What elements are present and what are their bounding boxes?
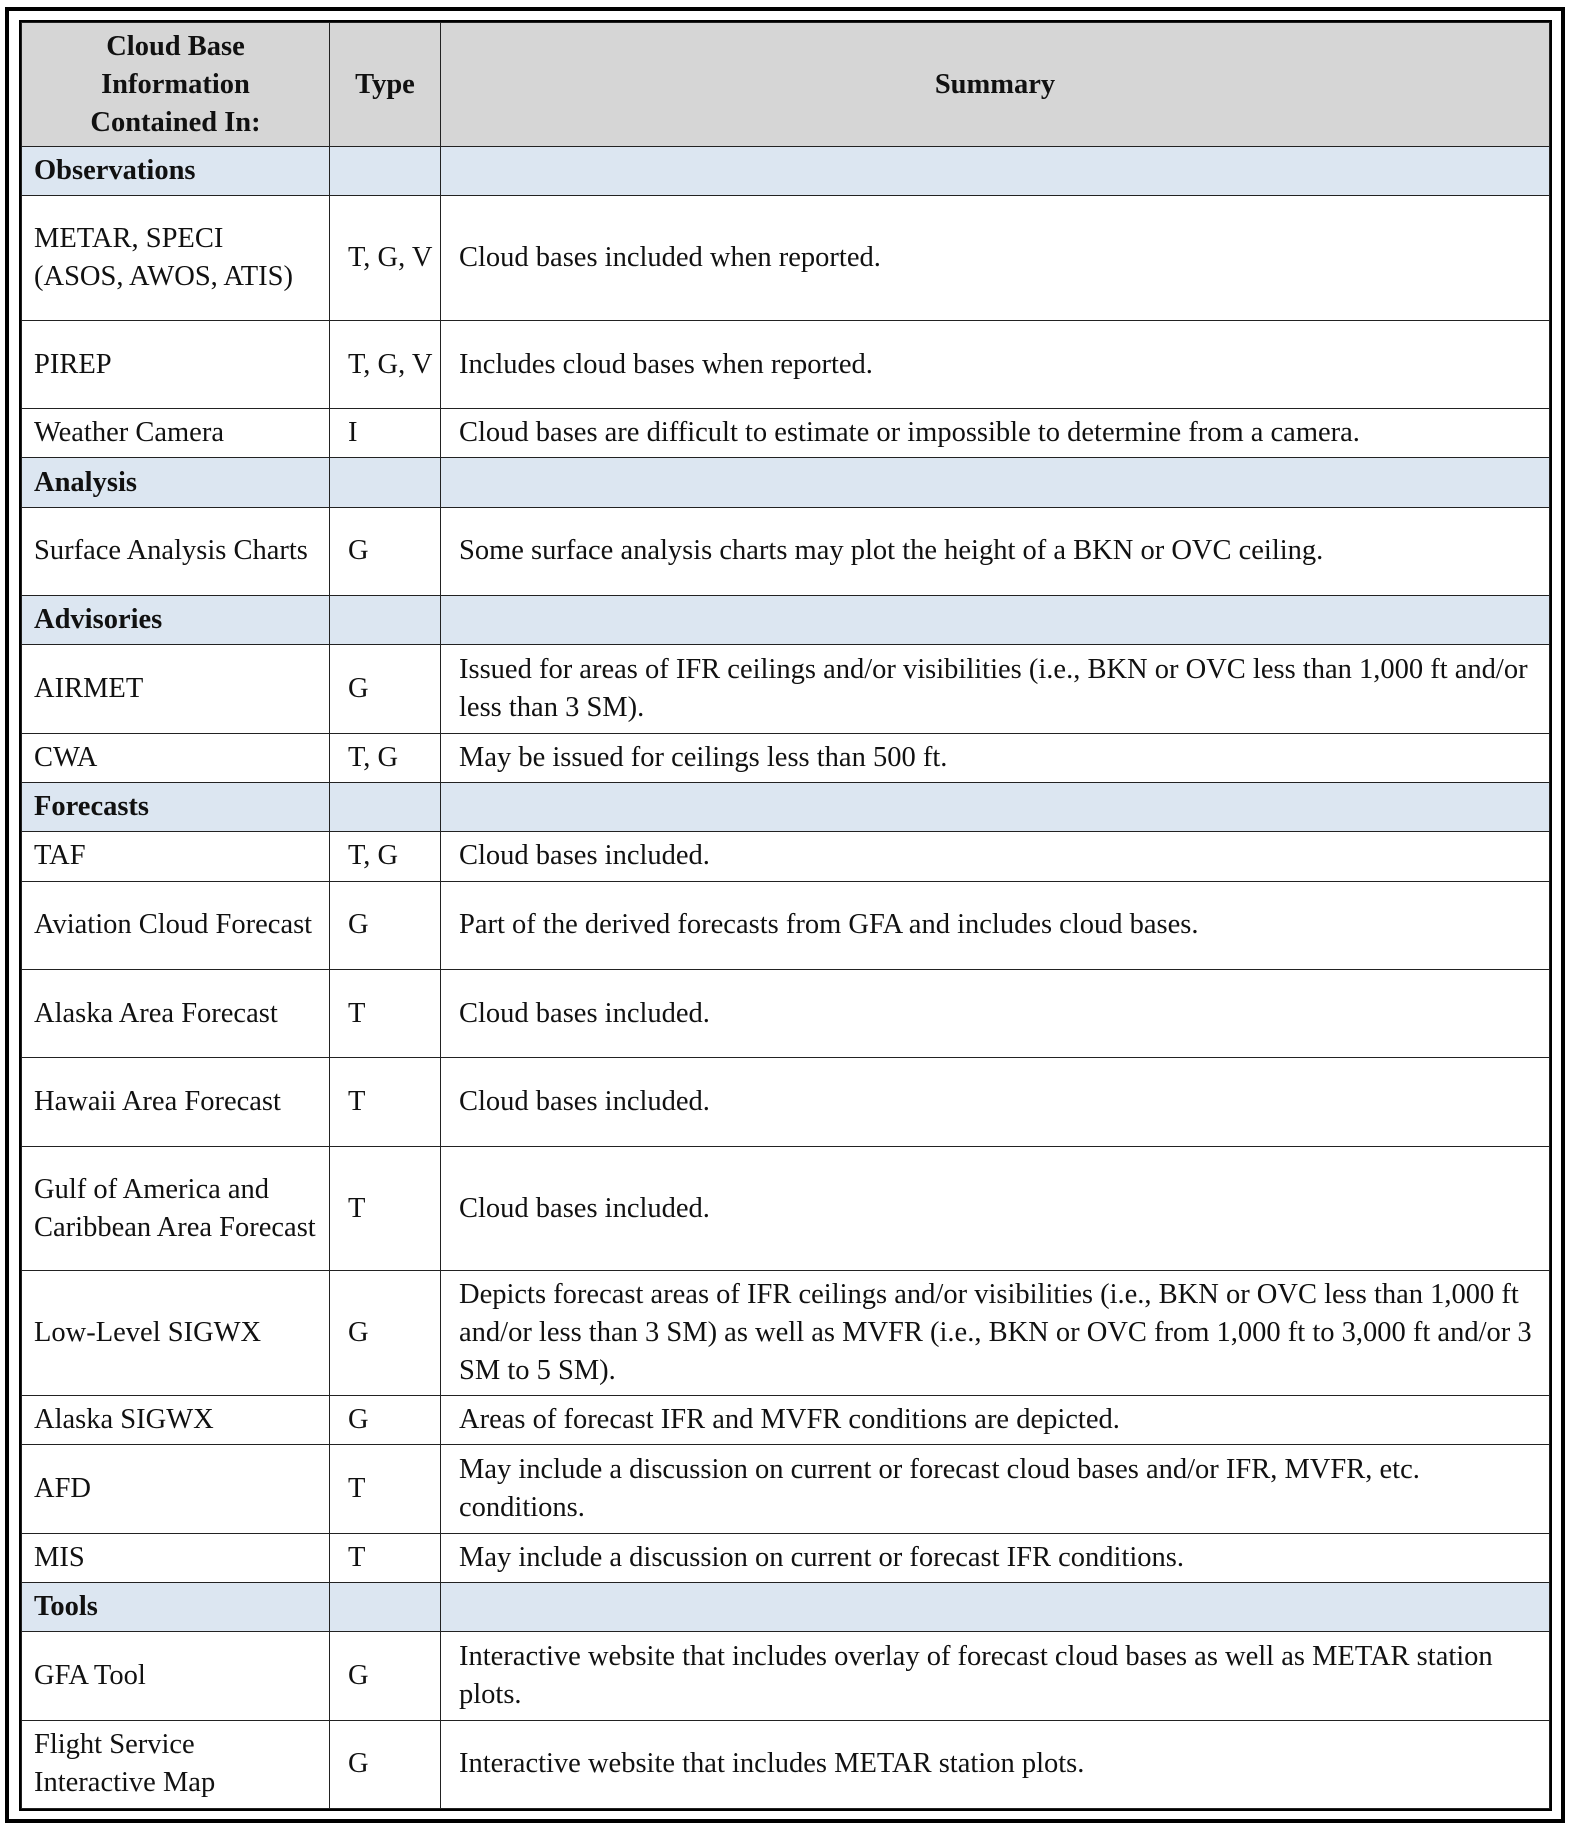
summary-cell: Cloud bases included. <box>441 832 1550 881</box>
table-row <box>22 320 1550 408</box>
section-title: Observations <box>22 147 330 196</box>
source-cell: Alaska Area Forecast <box>22 969 330 1057</box>
type-cell: T <box>330 969 441 1057</box>
source-cell: Low-Level SIGWX <box>22 1271 330 1396</box>
section-row-analysis <box>22 458 1550 507</box>
type-cell: G <box>330 1395 441 1444</box>
table-row <box>22 1395 1550 1444</box>
table-row <box>22 969 1550 1057</box>
section-row-tools <box>22 1582 1550 1631</box>
section-row-forecasts <box>22 783 1550 832</box>
source-cell: AIRMET <box>22 645 330 733</box>
table-row <box>22 1632 1550 1720</box>
section-title: Advisories <box>22 596 330 645</box>
summary-cell: Interactive website that includes overlay of forecast cloud bases as well as METAR station plots. <box>441 1632 1550 1720</box>
table-row <box>22 1146 1550 1271</box>
section-title: Forecasts <box>22 783 330 832</box>
type-cell: G <box>330 1632 441 1720</box>
summary-cell: Depicts forecast areas of IFR ceilings and/or visibilities (i.e., BKN or OVC less than 1,000 ft and/or less than 3 SM) as well as MVFR (i.e., BKN or OVC from 1,000 ft to 3,000 ft and/or 3 SM to 5 SM). <box>441 1271 1550 1396</box>
summary-cell: Cloud bases included. <box>441 1058 1550 1146</box>
type-cell: T, G, V <box>330 320 441 408</box>
summary-cell: Cloud bases included when reported. <box>441 196 1550 321</box>
section-type-empty <box>330 596 441 645</box>
source-cell: METAR, SPECI (ASOS, AWOS, ATIS) <box>22 196 330 321</box>
summary-cell: May include a discussion on current or forecast IFR conditions. <box>441 1533 1550 1582</box>
source-cell: PIREP <box>22 320 330 408</box>
summary-cell: Issued for areas of IFR ceilings and/or visibilities (i.e., BKN or OVC less than 1,000 ft and/or less than 3 SM). <box>441 645 1550 733</box>
header-summary: Summary <box>441 23 1550 147</box>
section-type-empty <box>330 147 441 196</box>
section-summary-empty <box>441 783 1550 832</box>
section-title: Tools <box>22 1582 330 1631</box>
type-cell: G <box>330 1271 441 1396</box>
type-cell: T <box>330 1533 441 1582</box>
source-cell: GFA Tool <box>22 1632 330 1720</box>
summary-cell: Interactive website that includes METAR station plots. <box>441 1720 1550 1809</box>
table-row <box>22 1445 1550 1533</box>
table-row <box>22 881 1550 969</box>
source-cell: AFD <box>22 1445 330 1533</box>
cloud-base-table <box>21 22 1550 1809</box>
type-cell: G <box>330 507 441 595</box>
table-row <box>22 832 1550 881</box>
type-cell: T <box>330 1058 441 1146</box>
section-type-empty <box>330 458 441 507</box>
source-cell: CWA <box>22 733 330 782</box>
header-type: Type <box>330 23 441 147</box>
table-row <box>22 1720 1550 1809</box>
table-outer-frame <box>5 7 1565 1823</box>
section-summary-empty <box>441 596 1550 645</box>
type-cell: G <box>330 1720 441 1809</box>
table-row <box>22 409 1550 458</box>
table-row <box>22 1271 1550 1396</box>
header-source: Cloud Base Information Contained In: <box>22 23 330 147</box>
summary-cell: May include a discussion on current or forecast cloud bases and/or IFR, MVFR, etc. conditions. <box>441 1445 1550 1533</box>
summary-cell: Part of the derived forecasts from GFA and includes cloud bases. <box>441 881 1550 969</box>
type-cell: T, G <box>330 832 441 881</box>
type-cell: I <box>330 409 441 458</box>
section-summary-empty <box>441 1582 1550 1631</box>
summary-cell: Areas of forecast IFR and MVFR conditions are depicted. <box>441 1395 1550 1444</box>
header-row <box>22 23 1550 147</box>
section-type-empty <box>330 1582 441 1631</box>
source-cell: TAF <box>22 832 330 881</box>
source-cell: MIS <box>22 1533 330 1582</box>
summary-cell: May be issued for ceilings less than 500 ft. <box>441 733 1550 782</box>
source-cell: Hawaii Area Forecast <box>22 1058 330 1146</box>
source-cell: Aviation Cloud Forecast <box>22 881 330 969</box>
type-cell: G <box>330 645 441 733</box>
section-type-empty <box>330 783 441 832</box>
section-title: Analysis <box>22 458 330 507</box>
type-cell: T, G <box>330 733 441 782</box>
section-summary-empty <box>441 458 1550 507</box>
section-summary-empty <box>441 147 1550 196</box>
summary-cell: Includes cloud bases when reported. <box>441 320 1550 408</box>
section-row-observations <box>22 147 1550 196</box>
type-cell: T <box>330 1445 441 1533</box>
summary-cell: Cloud bases are difficult to estimate or impossible to determine from a camera. <box>441 409 1550 458</box>
type-cell: T <box>330 1146 441 1271</box>
source-cell: Surface Analysis Charts <box>22 507 330 595</box>
source-cell: Gulf of America and Caribbean Area Forecast <box>22 1146 330 1271</box>
type-cell: T, G, V <box>330 196 441 321</box>
summary-cell: Cloud bases included. <box>441 969 1550 1057</box>
section-row-advisories <box>22 596 1550 645</box>
summary-cell: Some surface analysis charts may plot the height of a BKN or OVC ceiling. <box>441 507 1550 595</box>
table-inner-frame <box>19 20 1552 1811</box>
table-row <box>22 196 1550 321</box>
table-row <box>22 733 1550 782</box>
table-row <box>22 507 1550 595</box>
source-cell: Alaska SIGWX <box>22 1395 330 1444</box>
table-row <box>22 1533 1550 1582</box>
source-cell: Flight Service Interactive Map <box>22 1720 330 1809</box>
summary-cell: Cloud bases included. <box>441 1146 1550 1271</box>
table-row <box>22 645 1550 733</box>
table-row <box>22 1058 1550 1146</box>
source-cell: Weather Camera <box>22 409 330 458</box>
type-cell: G <box>330 881 441 969</box>
